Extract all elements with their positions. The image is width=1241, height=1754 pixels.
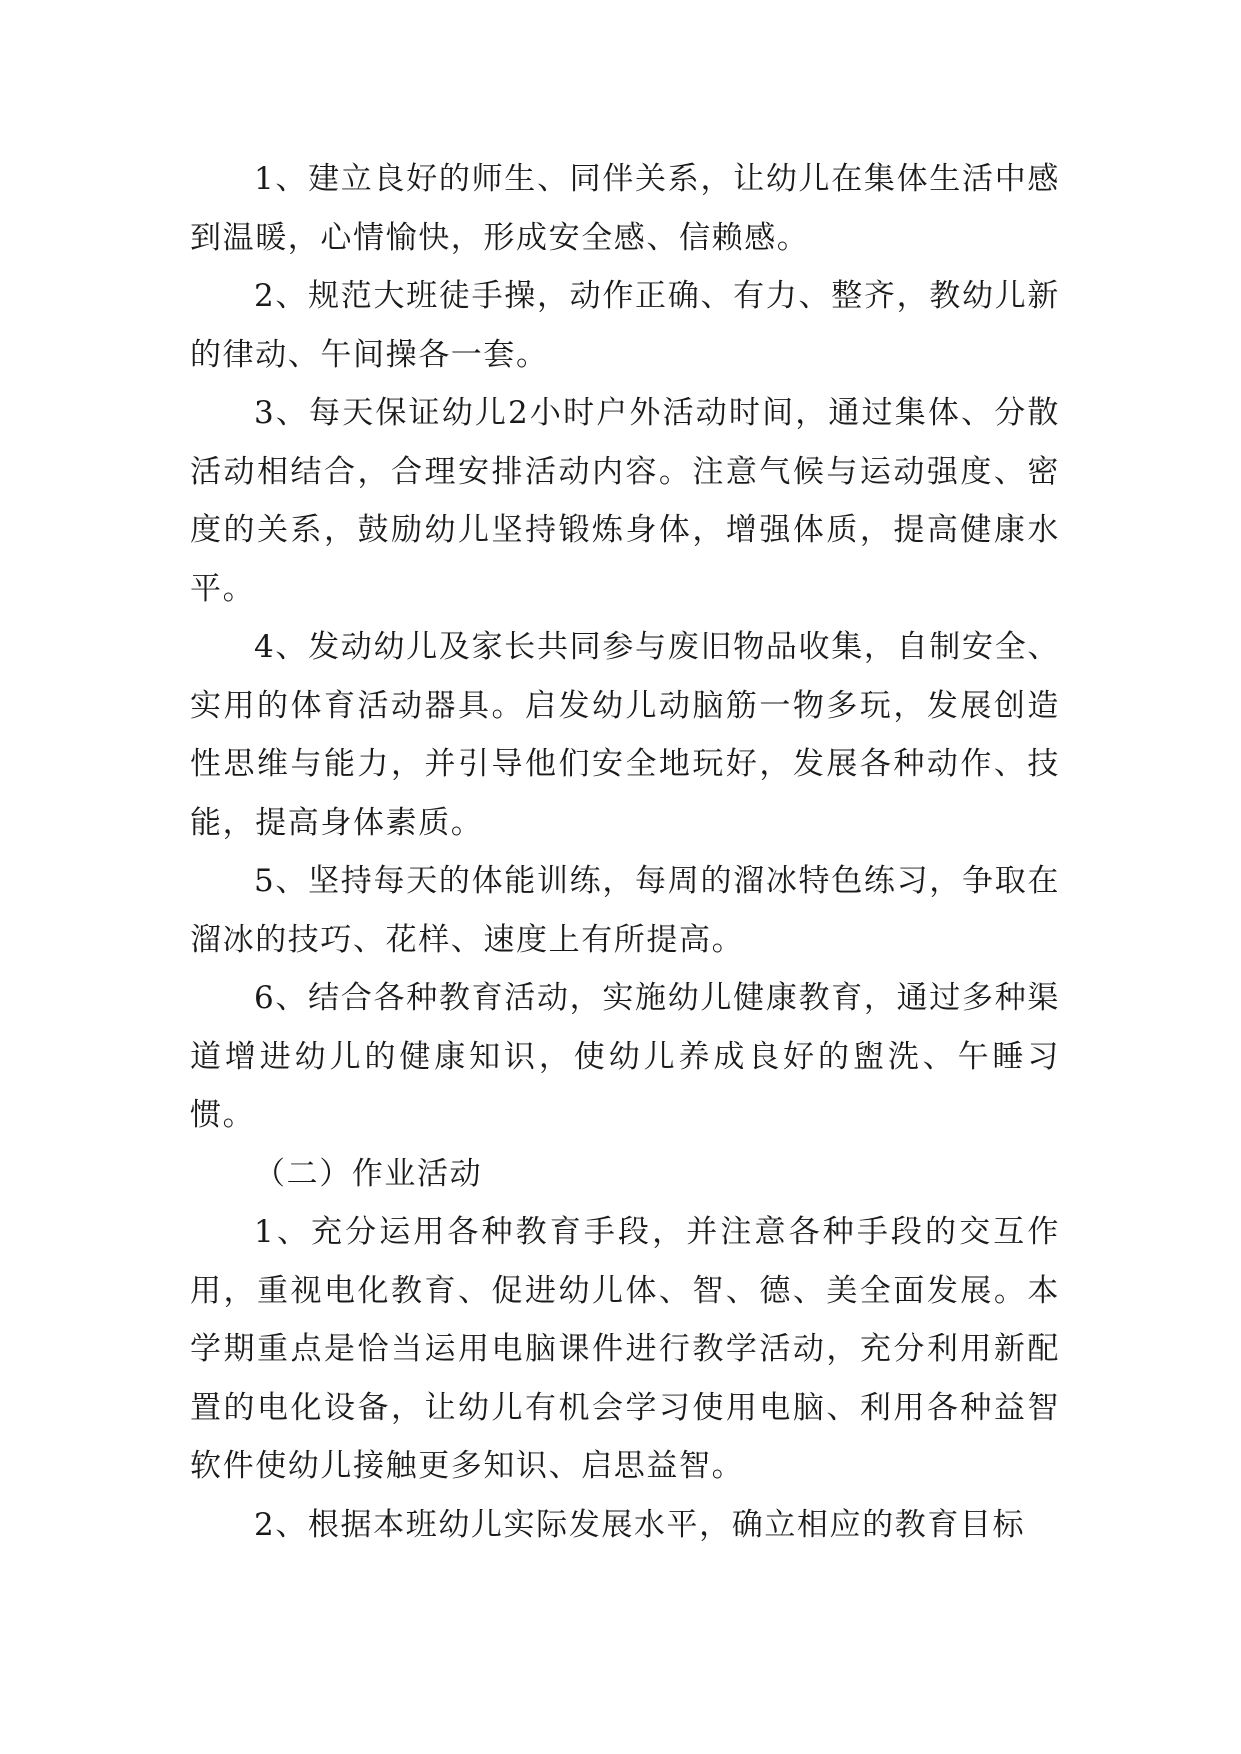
paragraph-2: 2、规范大班徒手操，动作正确、有力、整齐，教幼儿新的律动、午间操各一套。 <box>190 278 1060 373</box>
paragraph-5: 5、坚持每天的体能训练，每周的溜冰特色练习，争取在溜冰的技巧、花样、速度上有所提高。 <box>190 863 1060 958</box>
section-heading: （二）作业活动 <box>254 1155 483 1192</box>
document-page <box>190 150 1060 1554</box>
paragraph-6: 6、结合各种教育活动，实施幼儿健康教育，通过多种渠道增进幼儿的健康知识，使幼儿养成良好的盥洗、午睡习惯。 <box>190 980 1060 1133</box>
paragraph-3: 3、每天保证幼儿2小时户外活动时间，通过集体、分散活动相结合，合理安排活动内容。注意气候与运动强度、密度的关系，鼓励幼儿坚持锻炼身体，增强体质，提高健康水平。 <box>190 395 1060 607</box>
paragraph-4: 4、发动幼儿及家长共同参与废旧物品收集，自制安全、实用的体育活动器具。启发幼儿动脑筋一物多玩，发展创造性思维与能力，并引导他们安全地玩好，发展各种动作、技能，提高身体素质。 <box>190 629 1060 841</box>
paragraph-7: 1、充分运用各种教育手段，并注意各种手段的交互作用，重视电化教育、促进幼儿体、智、德、美全面发展。本学期重点是恰当运用电脑课件进行教学活动，充分利用新配置的电化设备，让幼儿有机会学习使用电脑、利用各种益智软件使幼儿接触更多知识、启思益智。 <box>190 1214 1060 1484</box>
paragraph-8: 2、根据本班幼儿实际发展水平，确立相应的教育目标 <box>254 1506 1026 1543</box>
paragraph-1: 1、建立良好的师生、同伴关系，让幼儿在集体生活中感到温暖，心情愉快，形成安全感、信赖感。 <box>190 161 1060 256</box>
